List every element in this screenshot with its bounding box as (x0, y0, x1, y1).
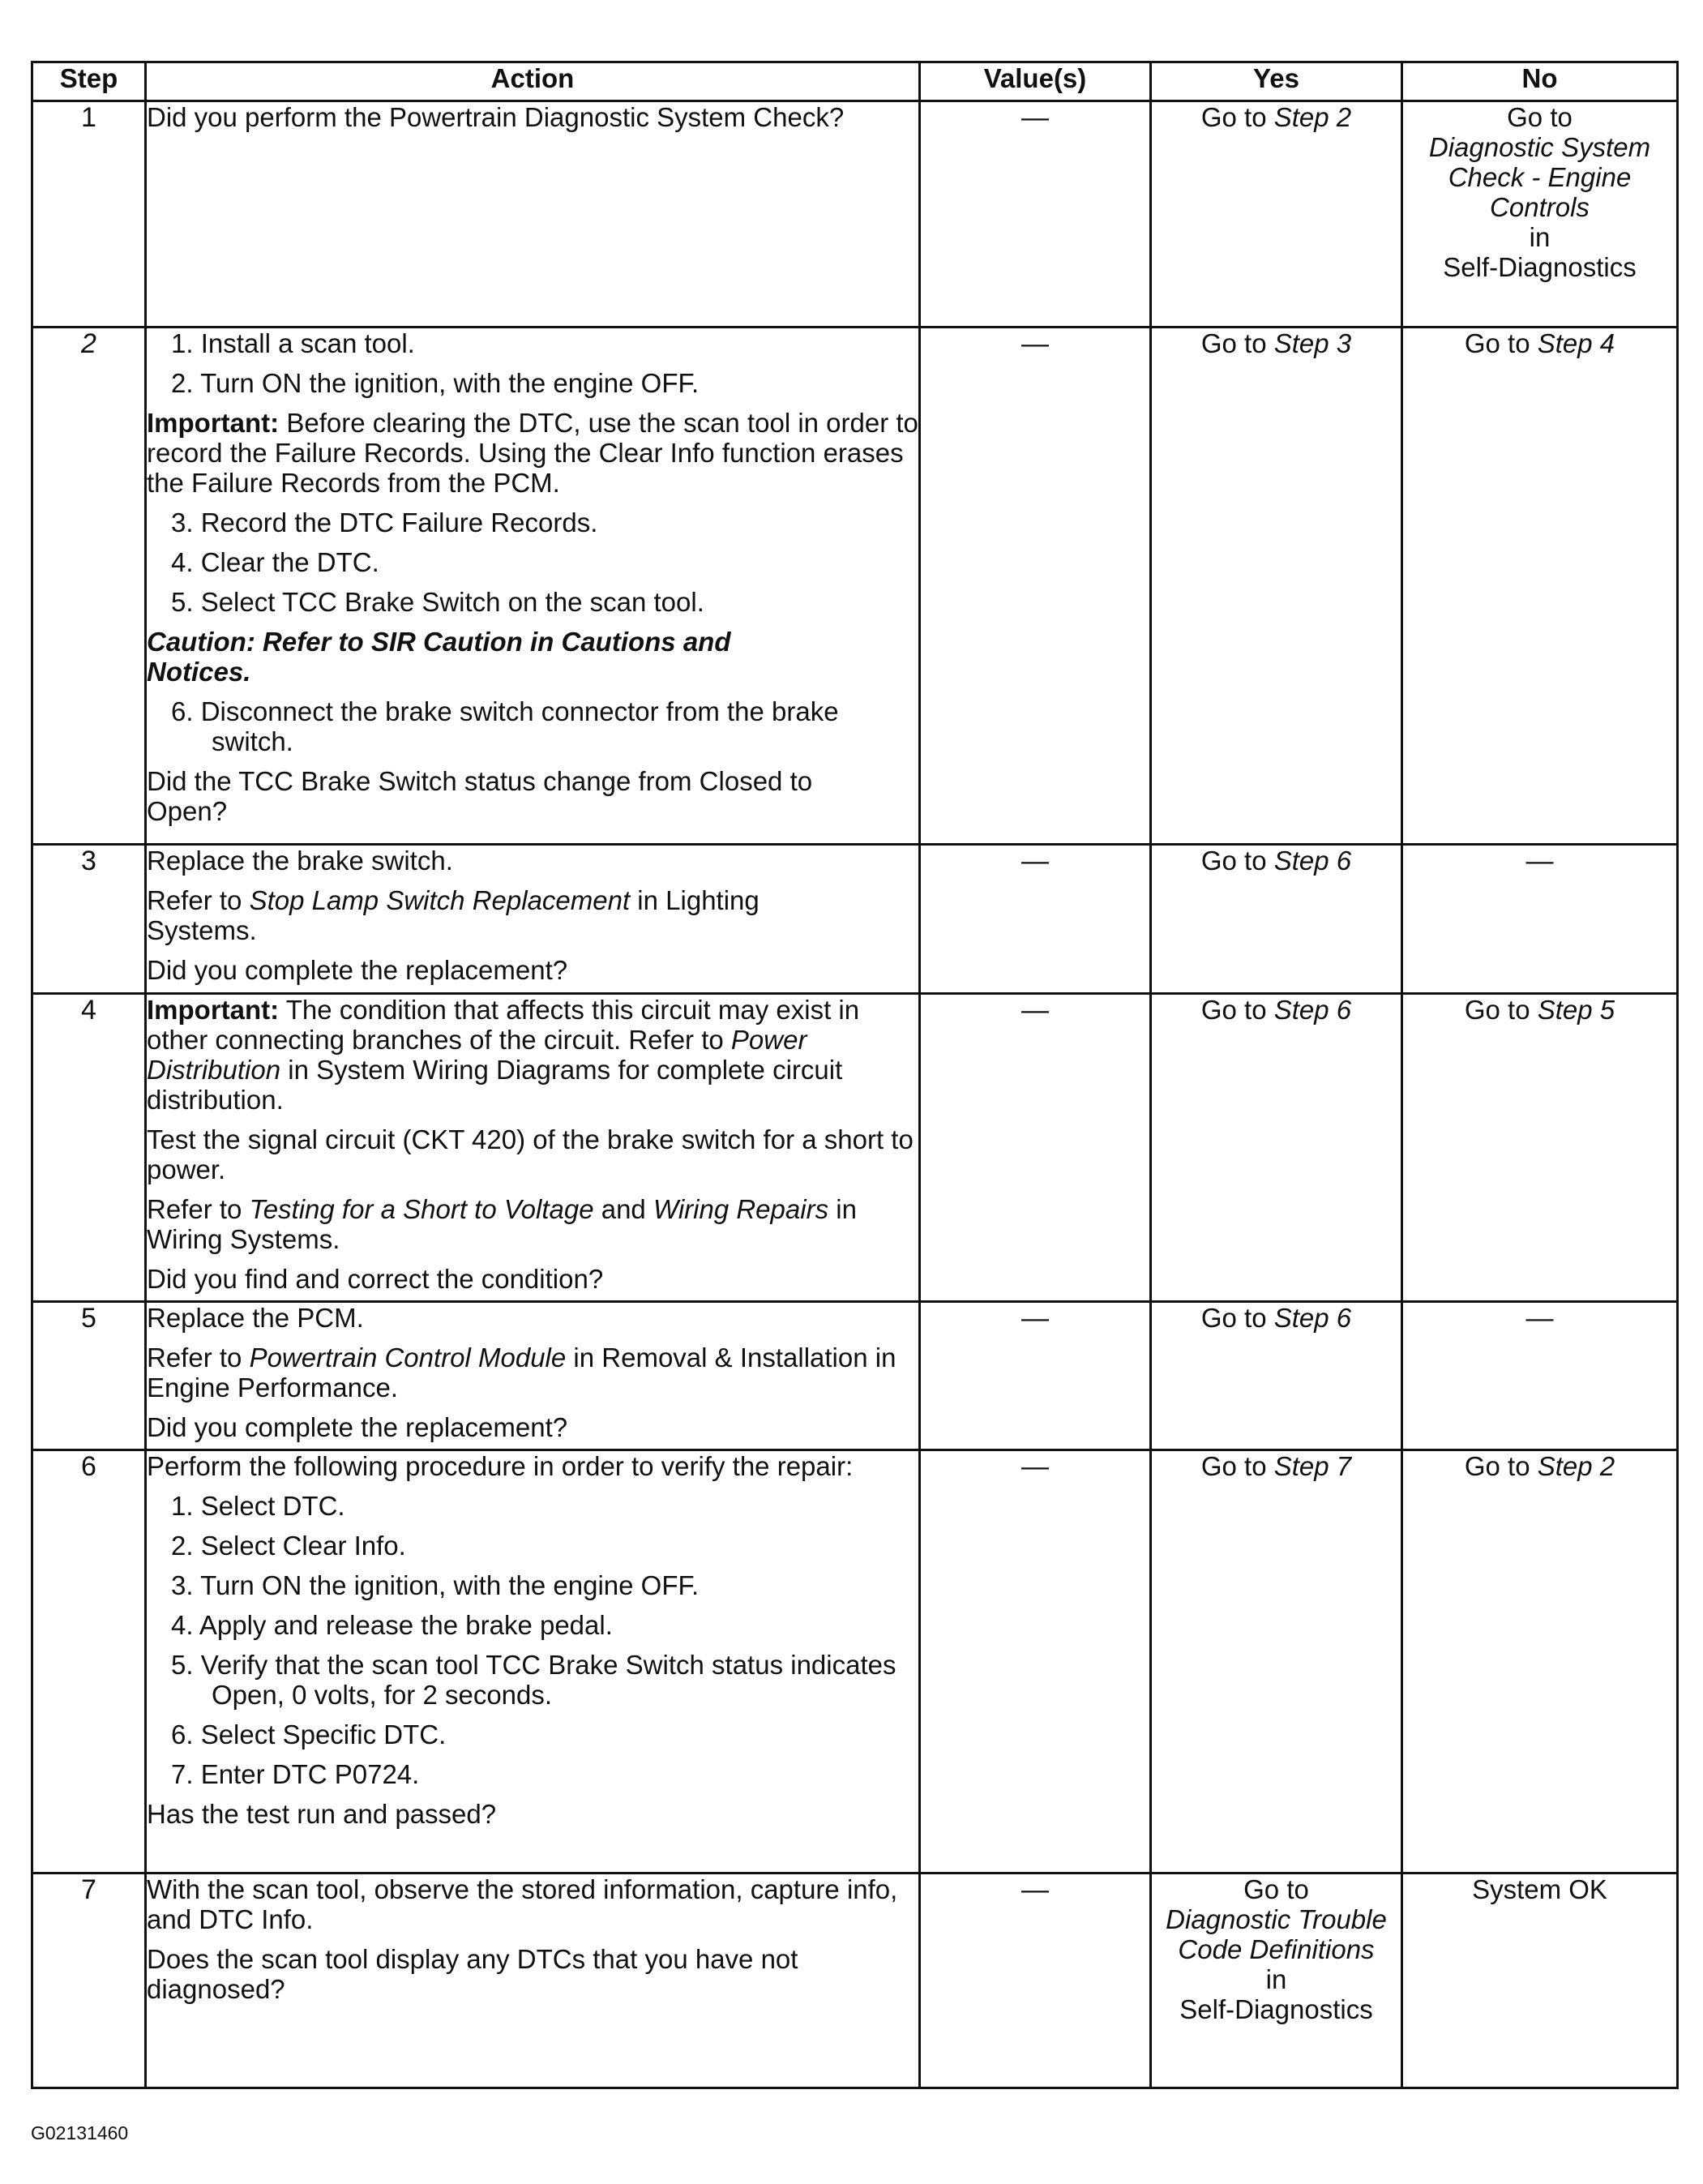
list-item: 4. Apply and release the brake pedal. (171, 1610, 613, 1640)
step-number: 5 (32, 1302, 146, 1450)
step-number: 2 (32, 328, 146, 845)
step-link[interactable]: Step 6 (1273, 995, 1352, 1025)
action-question: Did you complete the replacement? (147, 1412, 568, 1442)
list-item: 4. Clear the DTC. (171, 547, 379, 577)
list-item: 6. Disconnect the brake switch connector from the brake switch. (171, 696, 839, 756)
header-yes: Yes (1151, 62, 1402, 101)
reference-link[interactable]: Stop Lamp Switch Replacement (249, 885, 631, 915)
diagnostic-table (31, 61, 1679, 2089)
value-cell: — (920, 845, 1151, 994)
important-note: Important: The condition that affects this circuit may exist in other connecting branches of the circuit. Refer to Power Distribution in System Wiring Diagrams for complete circuit distribution. (147, 995, 860, 1115)
step-number: 3 (32, 845, 146, 994)
figure-id: G02131460 (31, 2122, 129, 2143)
step-link[interactable]: Step 7 (1273, 1451, 1352, 1481)
action-question: Did the TCC Brake Switch status change from Closed to Open? (147, 766, 813, 826)
reference-link[interactable]: Testing for a Short to Voltage (249, 1194, 594, 1224)
action-question: Does the scan tool display any DTCs that you have not diagnosed? (147, 1944, 798, 2004)
action-question: Did you find and correct the condition? (147, 1264, 604, 1294)
yes-cell: Go to Step 6 (1151, 1302, 1402, 1450)
step-link[interactable]: Step 6 (1273, 846, 1352, 876)
step-link[interactable]: Step 3 (1273, 328, 1352, 358)
important-note: Important: Before clearing the DTC, use the scan tool in order to record the Failure Records. Using the Clear Info function erases the Failure Records from the PCM. (147, 408, 918, 498)
yes-cell: Go to Step 3 (1151, 328, 1402, 845)
list-item: 5. Select TCC Brake Switch on the scan tool. (171, 587, 704, 617)
table-row (32, 1302, 1678, 1450)
action-cell: Replace the brake switch. Refer to Stop Lamp Switch Replacement in Lighting Systems. Did you complete the replacement? (146, 845, 920, 994)
list-item: 3. Record the DTC Failure Records. (171, 507, 598, 537)
action-cell: Important: The condition that affects this circuit may exist in other connecting branches of the circuit. Refer to Power Distribution in System Wiring Diagrams for complete circuit distribution. Test the signal circuit (CKT 420) of the brake switch for a short to power. Refer to Testing for a Short to Voltage and Wiring Repairs in Wiring Systems. Did you find and correct the condition? (146, 994, 920, 1302)
list-item: 2. Select Clear Info. (171, 1531, 406, 1561)
table-row (32, 101, 1678, 328)
reference-link[interactable]: Diagnostic Trouble Code Definitions (1166, 1904, 1387, 1964)
value-cell: — (920, 328, 1151, 845)
reference-link[interactable]: Power Distribution (147, 1025, 807, 1085)
header-action: Action (146, 62, 920, 101)
value-cell: — (920, 1302, 1151, 1450)
list-item: 5. Verify that the scan tool TCC Brake Switch status indicates Open, 0 volts, for 2 seconds. (171, 1650, 896, 1710)
header-values: Value(s) (920, 62, 1151, 101)
no-cell: — (1402, 1302, 1678, 1450)
value-cell: — (920, 1874, 1151, 2088)
yes-cell: Go to Step 6 (1151, 994, 1402, 1302)
step-link[interactable]: Step 4 (1537, 328, 1615, 358)
table-row (32, 845, 1678, 994)
action-cell (146, 328, 920, 845)
action-question: Has the test run and passed? (147, 1799, 497, 1829)
list-item: 2. Turn ON the ignition, with the engine OFF. (171, 368, 700, 398)
list-item: 6. Select Specific DTC. (171, 1719, 447, 1749)
header-no: No (1402, 62, 1678, 101)
header-row (32, 62, 1678, 101)
yes-cell: Go to Step 7 (1151, 1450, 1402, 1874)
action-cell: Replace the PCM. Refer to Powertrain Control Module in Removal & Installation in Engine Performance. Did you complete the replacement? (146, 1302, 920, 1450)
table-row (32, 328, 1678, 845)
step-link[interactable]: Step 5 (1537, 995, 1615, 1025)
step-number: 6 (32, 1450, 146, 1874)
reference-link[interactable]: Wiring Repairs (653, 1194, 829, 1224)
step-number: 4 (32, 994, 146, 1302)
table-row (32, 1874, 1678, 2088)
value-cell: — (920, 101, 1151, 328)
no-cell: Go to Diagnostic System Check - Engine Controls in Self-Diagnostics (1402, 101, 1678, 328)
value-cell: — (920, 994, 1151, 1302)
caution-note: Caution: Refer to SIR Caution in Cautions and Notices. (147, 627, 731, 687)
list-item: 1. Install a scan tool. (171, 328, 415, 358)
step-number: 1 (32, 101, 146, 328)
step-link[interactable]: Step 2 (1537, 1451, 1615, 1481)
list-item: 3. Turn ON the ignition, with the engine OFF. (171, 1570, 700, 1600)
list-item: 7. Enter DTC P0724. (171, 1759, 420, 1789)
step-link[interactable]: Step 2 (1273, 102, 1352, 132)
action-cell: Perform the following procedure in order to verify the repair: 1. Select DTC. 2. Select Clear Info. 3. Turn ON the ignition, with the engine OFF. 4. Apply and release the brake pedal. 5. Verify that the scan tool TCC Brake Switch status indicates Open, 0 volts, for 2 seconds. 6. Select Specific DTC. 7. Enter DTC P0724. Has the test run and passed? (146, 1450, 920, 1874)
action-question: Did you perform the Powertrain Diagnostic System Check? (147, 102, 845, 132)
list-item: 1. Select DTC. (171, 1491, 345, 1521)
reference-link[interactable]: Diagnostic System Check - Engine Controls (1428, 132, 1651, 222)
no-cell: Go to Step 2 (1402, 1450, 1678, 1874)
no-cell: Go to Step 5 (1402, 994, 1678, 1302)
header-step: Step (32, 62, 146, 101)
no-cell: Go to Step 4 (1402, 328, 1678, 845)
yes-cell: Go to Step 2 (1151, 101, 1402, 328)
yes-cell: Go to Step 6 (1151, 845, 1402, 994)
table-row (32, 994, 1678, 1302)
step-link[interactable]: Step 6 (1273, 1303, 1352, 1333)
no-cell: — (1402, 845, 1678, 994)
table-row (32, 1450, 1678, 1874)
action-cell: With the scan tool, observe the stored information, capture info, and DTC Info. Does the scan tool display any DTCs that you have not diagnosed? (146, 1874, 920, 2088)
action-question: Did you complete the replacement? (147, 955, 568, 985)
action-cell (146, 101, 920, 328)
step-number: 7 (32, 1874, 146, 2088)
no-cell: System OK (1402, 1874, 1678, 2088)
yes-cell: Go to Diagnostic Trouble Code Definitions in Self-Diagnostics (1151, 1874, 1402, 2088)
value-cell: — (920, 1450, 1151, 1874)
reference-link[interactable]: Powertrain Control Module (249, 1343, 567, 1372)
